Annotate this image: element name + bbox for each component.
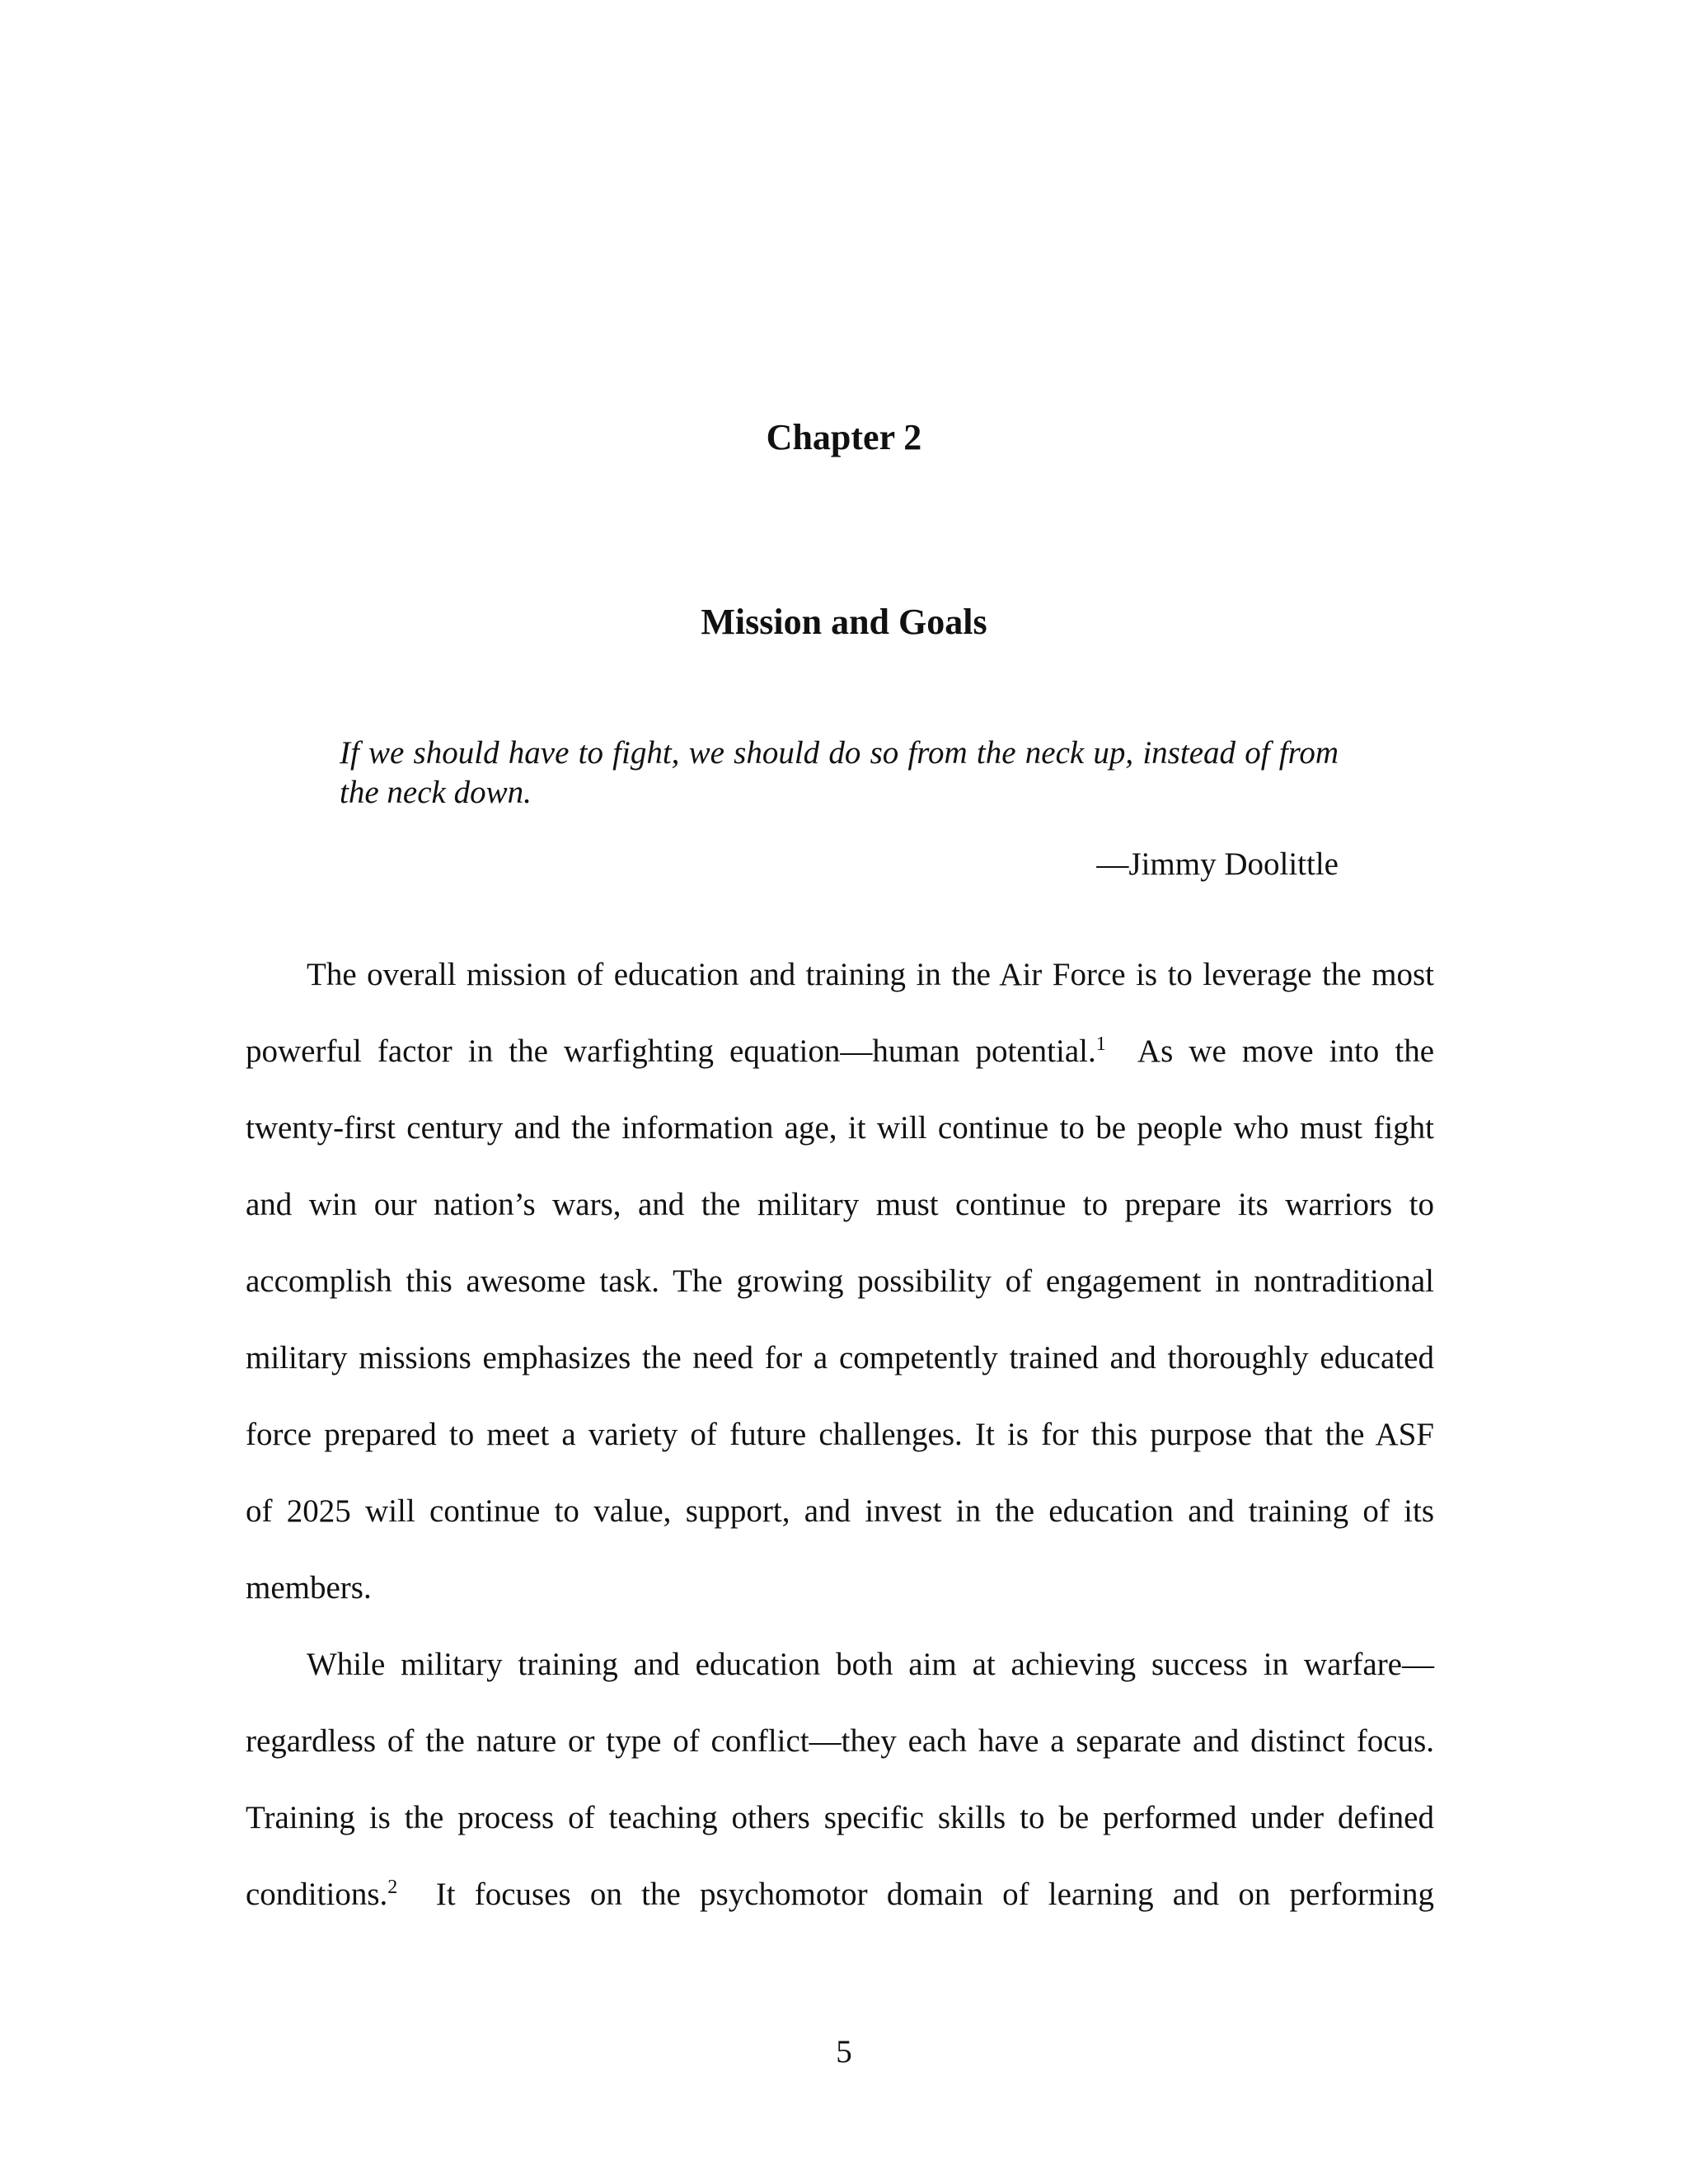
paragraph-line: twenty-first century and the information age, it will continue to be people who must fight — [246, 1110, 1434, 1146]
epigraph-attribution: —Jimmy Doolittle — [1096, 846, 1339, 882]
paragraph-line: military missions emphasizes the need for a competently trained and thoroughly educated — [246, 1340, 1434, 1376]
paragraph-line — [246, 1023, 1434, 1099]
paragraph-line: The overall mission of education and training in the Air Force is to leverage the most — [307, 957, 1434, 992]
paragraph-line: members. — [246, 1570, 372, 1605]
paragraph-line: Training is the process of teaching others specific skills to be performed under defined — [246, 1800, 1434, 1835]
body-text — [246, 946, 1434, 1943]
epigraph-quote: If we should have to fight, we should do so from the neck up, instead of from the neck down. — [340, 735, 1339, 810]
paragraph-line-segment: As we move into the — [1137, 1033, 1435, 1069]
paragraph-line-segment: powerful factor in the warfighting equation—human potential. — [246, 1033, 1096, 1069]
paragraph-line: of 2025 will continue to value, support, and invest in the education and training of its — [246, 1493, 1434, 1529]
paragraph-line-segment: It focuses on the psychomotor domain of learning and on performing — [435, 1877, 1435, 1912]
footnote-reference[interactable]: 1 — [1095, 1033, 1106, 1055]
footnote-reference[interactable]: 2 — [387, 1877, 398, 1898]
paragraph-line: regardless of the nature or type of conflict—they each have a separate and distinct focus. — [246, 1723, 1434, 1759]
paragraph-line: accomplish this awesome task. The growing possibility of engagement in nontraditional — [246, 1263, 1434, 1299]
page-number: 5 — [836, 2034, 852, 2069]
chapter-title: Mission and Goals — [701, 601, 987, 642]
chapter-label: Chapter 2 — [766, 417, 922, 458]
paragraph-line: While military training and education both aim at achieving success in warfare— — [307, 1647, 1434, 1682]
paragraph-line: force prepared to meet a variety of future challenges. It is for this purpose that the ASF — [246, 1417, 1434, 1452]
paragraph-line-segment: conditions. — [246, 1877, 388, 1912]
paragraph-line: and win our nation’s wars, and the military must continue to prepare its warriors to — [246, 1187, 1434, 1222]
paragraph-line — [246, 1866, 1434, 1943]
